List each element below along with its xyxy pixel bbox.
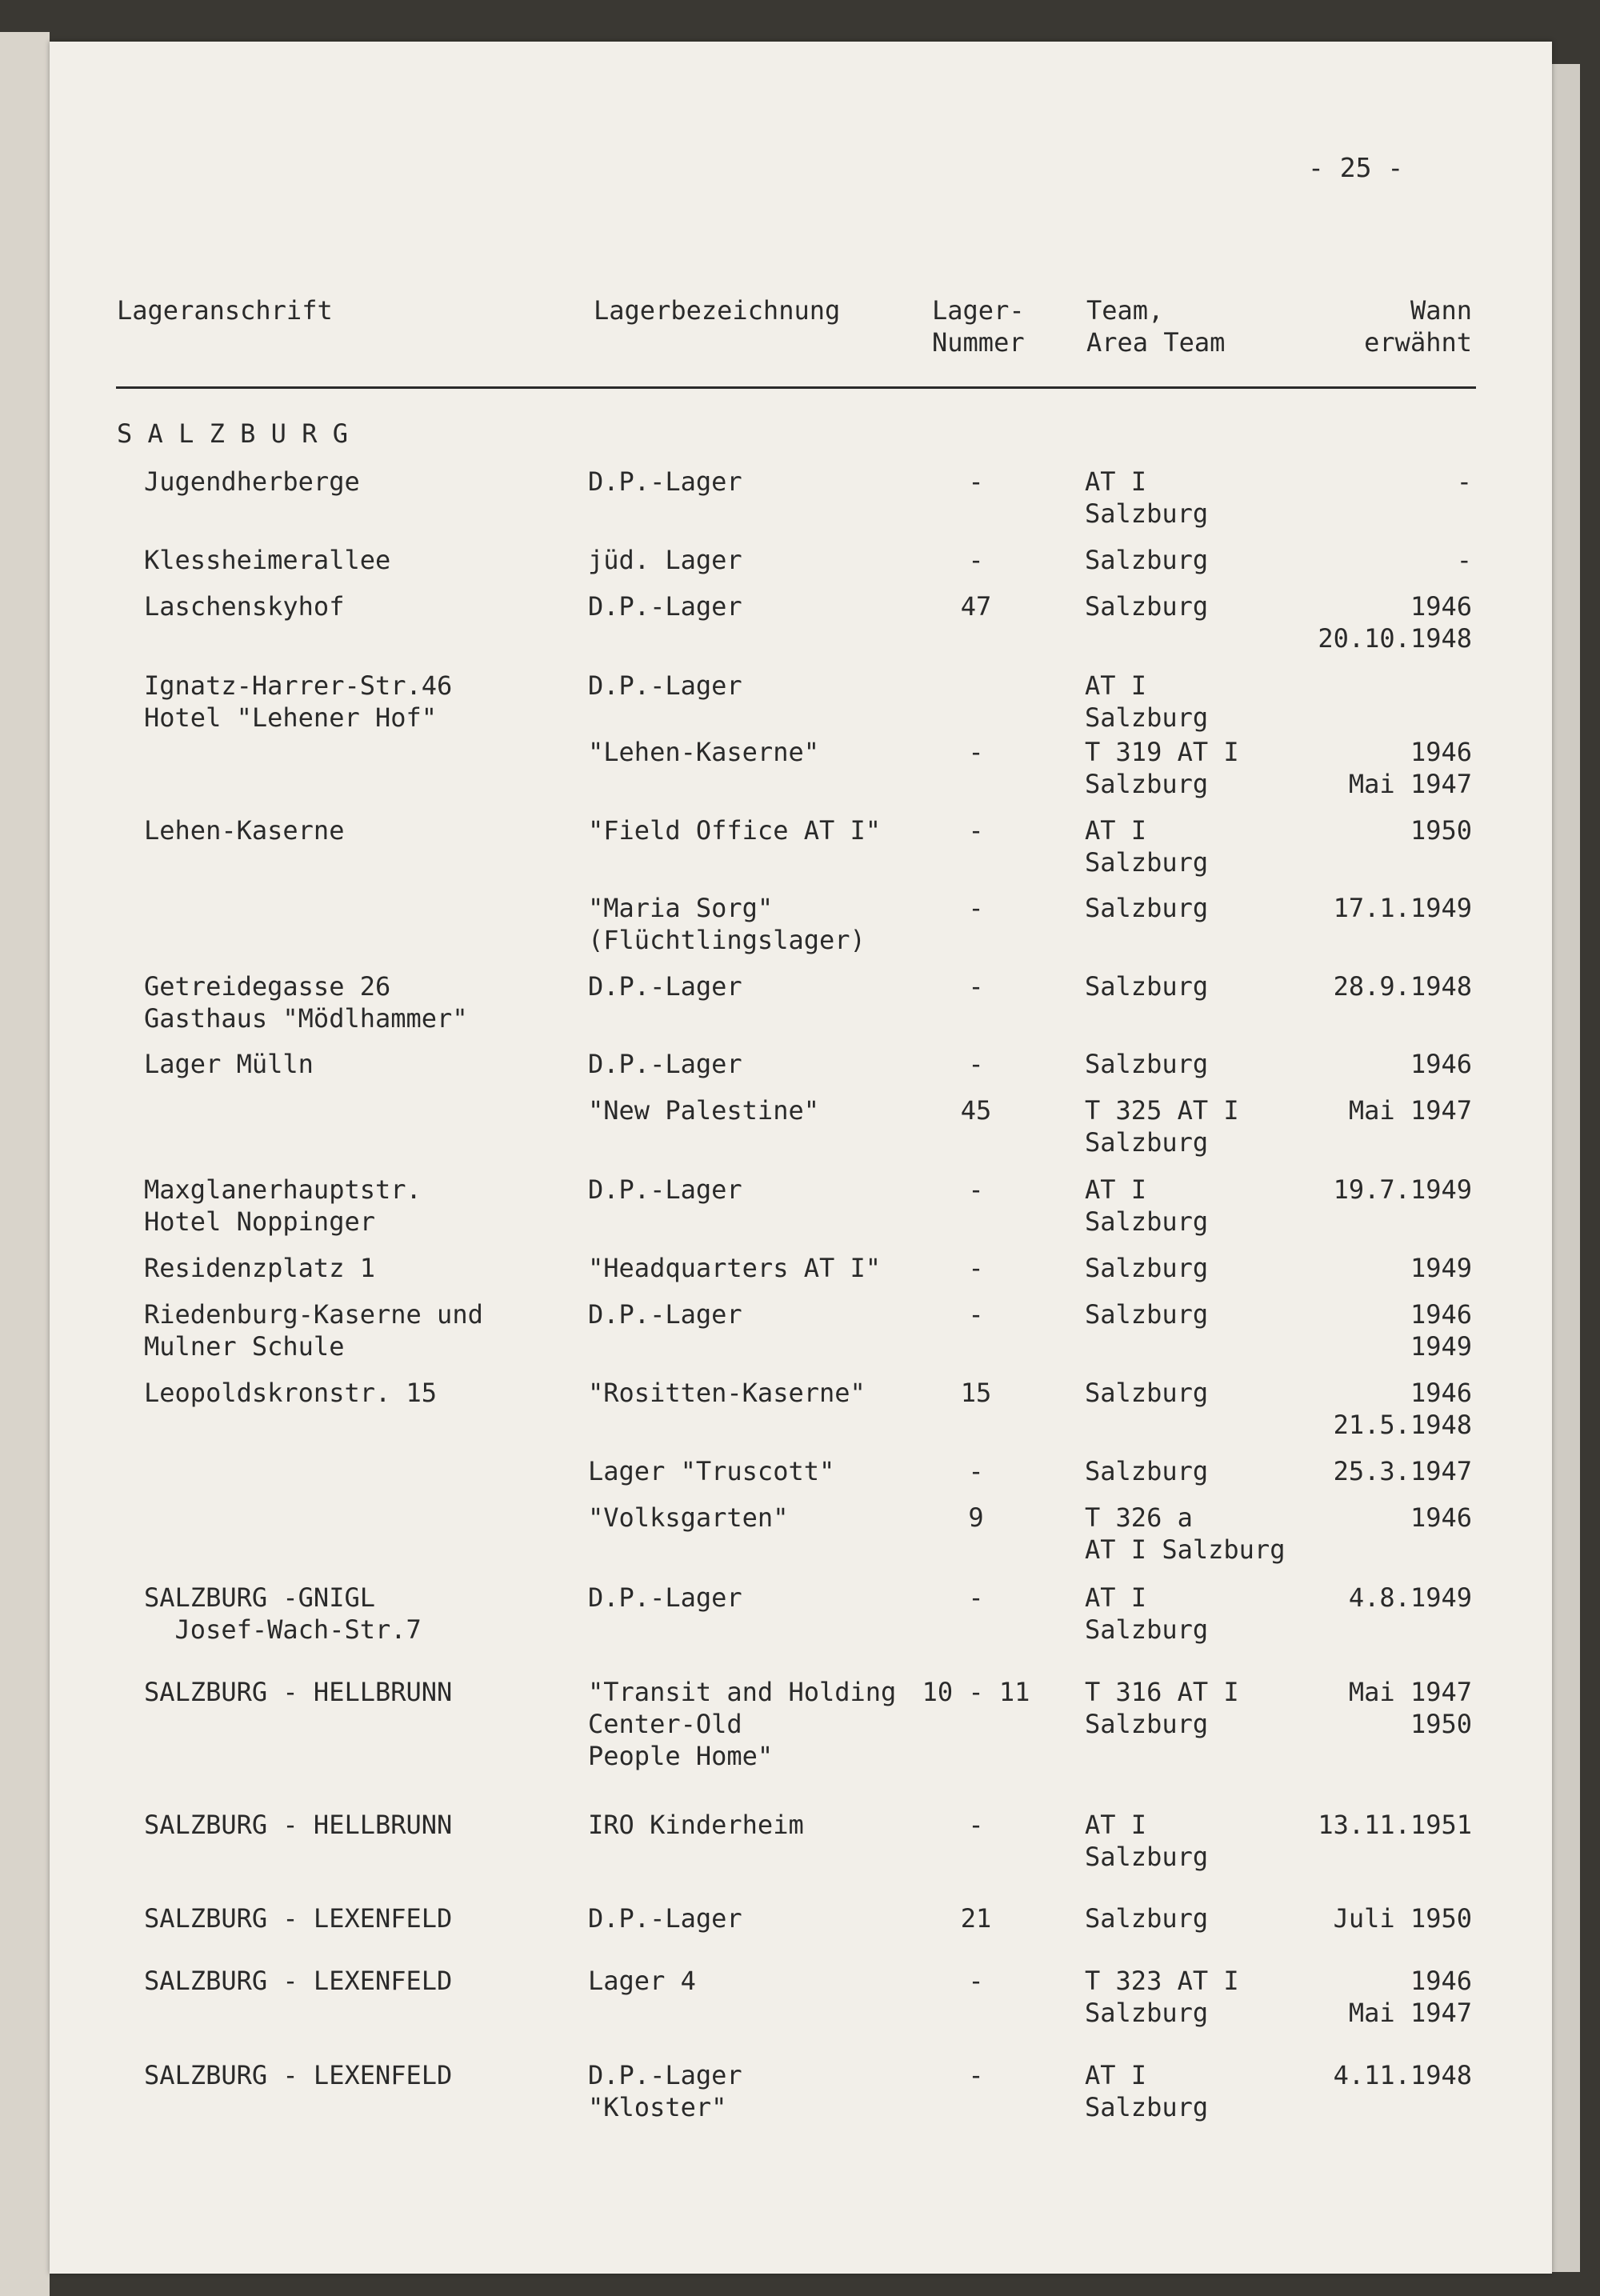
cell-team: Salzburg bbox=[1085, 1903, 1209, 1934]
cell-number: - bbox=[968, 2060, 984, 2090]
cell-designation: D.P.-Lager bbox=[588, 1299, 742, 1330]
cell-designation: D.P.-Lager bbox=[588, 670, 742, 701]
cell-date: 19.7.1949 bbox=[1333, 1174, 1472, 1205]
cell-date: 1946 20.10.1948 bbox=[1318, 591, 1472, 654]
cell-designation: D.P.-Lager bbox=[588, 1049, 742, 1079]
cell-designation: D.P.-Lager "Kloster" bbox=[588, 2060, 742, 2122]
cell-date: Mai 1947 bbox=[1348, 1095, 1472, 1126]
cell-team: Salzburg bbox=[1085, 545, 1209, 575]
cell-address: SALZBURG - LEXENFELD bbox=[144, 1966, 453, 1996]
cell-address: SALZBURG - HELLBRUNN bbox=[144, 1677, 453, 1707]
cell-designation: D.P.-Lager bbox=[588, 591, 742, 622]
adjacent-page-edge bbox=[0, 32, 50, 2296]
cell-number: 45 bbox=[960, 1095, 992, 1126]
cell-address: Getreidegasse 26 Gasthaus "Mödlhammer" bbox=[144, 971, 468, 1034]
cell-designation: "Volksgarten" bbox=[588, 1502, 789, 1533]
cell-address: Lager Mülln bbox=[144, 1049, 314, 1079]
cell-address: Jugendherberge bbox=[144, 466, 360, 497]
cell-designation: jüd. Lager bbox=[588, 545, 742, 575]
page-curl-edge bbox=[1548, 64, 1580, 2272]
cell-team: AT I Salzburg bbox=[1085, 2060, 1209, 2122]
cell-number: - bbox=[968, 1049, 984, 1079]
cell-number: - bbox=[968, 466, 984, 497]
cell-designation: "New Palestine" bbox=[588, 1095, 819, 1126]
page-number: - 25 - bbox=[1308, 152, 1404, 183]
cell-number: - bbox=[968, 1299, 984, 1330]
document-page bbox=[50, 42, 1552, 2274]
cell-date: 1946 bbox=[1410, 1502, 1472, 1533]
cell-address: Residenzplatz 1 bbox=[144, 1253, 375, 1283]
cell-date: 28.9.1948 bbox=[1333, 971, 1472, 1002]
cell-address: SALZBURG - HELLBRUNN bbox=[144, 1810, 453, 1840]
cell-date: 4.8.1949 bbox=[1348, 1582, 1472, 1613]
cell-designation: D.P.-Lager bbox=[588, 466, 742, 497]
cell-date: 1946 bbox=[1410, 1049, 1472, 1079]
cell-number: - bbox=[968, 737, 984, 767]
cell-designation: D.P.-Lager bbox=[588, 1582, 742, 1613]
section-title: S A L Z B U R G bbox=[117, 418, 348, 449]
cell-designation: IRO Kinderheim bbox=[588, 1810, 804, 1840]
cell-number: 15 bbox=[960, 1378, 992, 1408]
cell-team: T 326 a AT I Salzburg bbox=[1085, 1502, 1286, 1565]
cell-date: 1946 Mai 1947 bbox=[1348, 1966, 1472, 2028]
cell-date: 1946 21.5.1948 bbox=[1333, 1378, 1472, 1440]
cell-number: - bbox=[968, 893, 984, 923]
cell-address: SALZBURG - LEXENFELD bbox=[144, 2060, 453, 2090]
cell-designation: "Maria Sorg" (Flüchtlingslager) bbox=[588, 893, 866, 955]
cell-date: - bbox=[1456, 545, 1472, 575]
cell-date: 25.3.1947 bbox=[1333, 1456, 1472, 1486]
cell-date: 1950 bbox=[1410, 815, 1472, 846]
header-address: Lageranschrift bbox=[117, 295, 333, 326]
cell-team: AT I Salzburg bbox=[1085, 815, 1209, 878]
header-divider bbox=[116, 386, 1476, 389]
cell-address: Maxglanerhauptstr. Hotel Noppinger bbox=[144, 1174, 422, 1237]
cell-team: T 319 AT I Salzburg bbox=[1085, 737, 1239, 799]
cell-team: AT I Salzburg bbox=[1085, 1582, 1209, 1645]
cell-designation: Lager "Truscott" bbox=[588, 1456, 835, 1486]
cell-number: - bbox=[968, 815, 984, 846]
cell-team: Salzburg bbox=[1085, 1253, 1209, 1283]
cell-number: - bbox=[968, 1966, 984, 1996]
cell-team: Salzburg bbox=[1085, 591, 1209, 622]
cell-number: - bbox=[968, 1810, 984, 1840]
cell-number: 47 bbox=[960, 591, 992, 622]
cell-designation: "Field Office AT I" bbox=[588, 815, 882, 846]
cell-team: AT I Salzburg bbox=[1085, 1174, 1209, 1237]
cell-address: Riedenburg-Kaserne und Mulner Schule bbox=[144, 1299, 483, 1362]
cell-address: Lehen-Kaserne bbox=[144, 815, 345, 846]
cell-designation: D.P.-Lager bbox=[588, 971, 742, 1002]
header-designation: Lagerbezeichnung bbox=[594, 295, 841, 326]
cell-date: Juli 1950 bbox=[1333, 1903, 1472, 1934]
cell-number: 10 - 11 bbox=[922, 1677, 1030, 1707]
cell-date: 1949 bbox=[1410, 1253, 1472, 1283]
cell-address: Leopoldskronstr. 15 bbox=[144, 1378, 438, 1408]
cell-team: Salzburg bbox=[1085, 1378, 1209, 1408]
cell-date: 1946 1949 bbox=[1410, 1299, 1472, 1362]
header-team: Team, Area Team bbox=[1086, 295, 1226, 358]
cell-designation: D.P.-Lager bbox=[588, 1174, 742, 1205]
cell-number: - bbox=[968, 1582, 984, 1613]
cell-designation: "Lehen-Kaserne" bbox=[588, 737, 819, 767]
cell-designation: "Headquarters AT I" bbox=[588, 1253, 882, 1283]
cell-designation: "Transit and Holding Center-Old People Home" bbox=[588, 1677, 897, 1771]
cell-number: - bbox=[968, 1174, 984, 1205]
cell-address: Ignatz-Harrer-Str.46 Hotel "Lehener Hof" bbox=[144, 670, 453, 733]
cell-number: - bbox=[968, 1253, 984, 1283]
header-mentioned: Wann erwähnt bbox=[1364, 295, 1472, 358]
cell-designation: Lager 4 bbox=[588, 1966, 696, 1996]
cell-address: SALZBURG -GNIGL Josef-Wach-Str.7 bbox=[144, 1582, 422, 1645]
cell-team: AT I Salzburg bbox=[1085, 1810, 1209, 1872]
cell-team: T 325 AT I Salzburg bbox=[1085, 1095, 1239, 1158]
header-number: Lager- Nummer bbox=[932, 295, 1025, 358]
cell-number: 21 bbox=[960, 1903, 992, 1934]
cell-number: 9 bbox=[968, 1502, 984, 1533]
cell-address: Laschenskyhof bbox=[144, 591, 345, 622]
cell-address: Klessheimerallee bbox=[144, 545, 391, 575]
cell-team: Salzburg bbox=[1085, 893, 1209, 923]
cell-date: 17.1.1949 bbox=[1333, 893, 1472, 923]
cell-team: Salzburg bbox=[1085, 1049, 1209, 1079]
cell-number: - bbox=[968, 1456, 984, 1486]
cell-team: T 316 AT I Salzburg bbox=[1085, 1677, 1239, 1739]
cell-date: 4.11.1948 bbox=[1333, 2060, 1472, 2090]
cell-team: AT I Salzburg bbox=[1085, 670, 1209, 733]
cell-team: T 323 AT I Salzburg bbox=[1085, 1966, 1239, 2028]
cell-date: Mai 1947 1950 bbox=[1348, 1677, 1472, 1739]
cell-team: Salzburg bbox=[1085, 1456, 1209, 1486]
cell-date: - bbox=[1456, 466, 1472, 497]
cell-number: - bbox=[968, 545, 984, 575]
cell-team: Salzburg bbox=[1085, 971, 1209, 1002]
cell-designation: "Rositten-Kaserne" bbox=[588, 1378, 866, 1408]
cell-date: 13.11.1951 bbox=[1318, 1810, 1472, 1840]
cell-team: AT I Salzburg bbox=[1085, 466, 1209, 529]
cell-address: SALZBURG - LEXENFELD bbox=[144, 1903, 453, 1934]
cell-number: - bbox=[968, 971, 984, 1002]
cell-date: 1946 Mai 1947 bbox=[1348, 737, 1472, 799]
cell-team: Salzburg bbox=[1085, 1299, 1209, 1330]
cell-designation: D.P.-Lager bbox=[588, 1903, 742, 1934]
